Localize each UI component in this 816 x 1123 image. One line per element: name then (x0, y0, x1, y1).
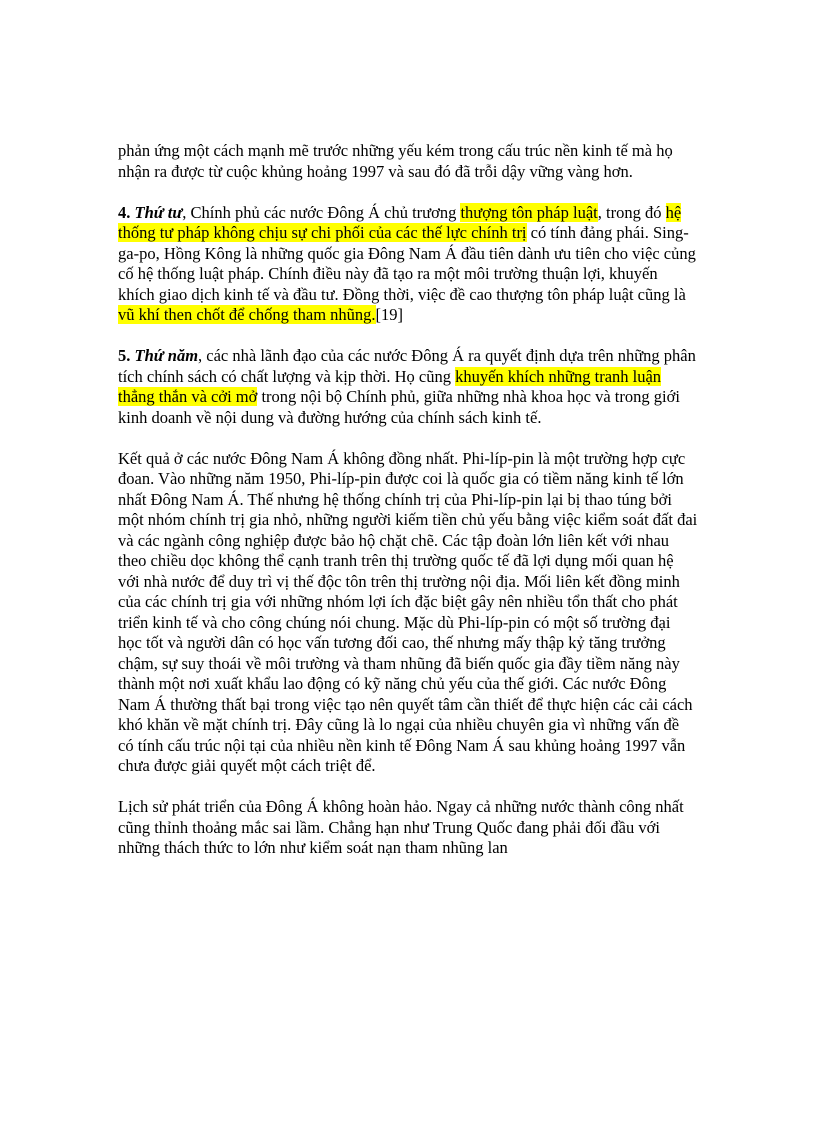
point-lead-word: Thứ năm (134, 346, 199, 365)
highlighted-text: thượng tôn pháp luật (460, 202, 598, 222)
point-number: 4. (118, 202, 131, 222)
paragraph-text: có tính đảng phái. Sing-ga-po, Hồng Kông là những quốc gia Đông Nam Á đầu tiên dành ưu tiên cho việc củng cố hệ thống luật pháp. Chính điều này đã tạo ra một môi trường thuận lợi, khuyến khích giao dịch kinh tế và đầu tư. Đồng thời, việc đề cao thượng tôn pháp luật cũng là (118, 223, 696, 304)
paragraph-text: , các nhà lãnh đạo của các nước Đông Á ra quyết định dựa trên những phân tích chính sách có chất lượng và kịp thời. Họ cũng (118, 346, 696, 386)
highlighted-text: hệ thống tư pháp không chịu sự chi phối của các thế lực chính trị (118, 202, 682, 242)
footnote-reference: [19] (375, 305, 404, 324)
paragraph-text: , trong đó (597, 202, 666, 222)
paragraph-point-4 (118, 203, 698, 326)
point-lead-word: Thứ tư (134, 202, 183, 222)
highlighted-text: khuyến khích những tranh luận thẳng thắn và cởi mở (118, 366, 662, 406)
paragraph-text: phản ứng một cách mạnh mẽ trước những yếu kém trong cấu trúc nền kinh tế mà họ nhận ra được từ cuộc khủng hoảng 1997 và sau đó đã trỗi dậy vững vàng hơn. (118, 141, 673, 181)
highlighted-text: vũ khí then chốt để chống tham nhũng. (118, 305, 376, 324)
paragraph-continuation (118, 141, 698, 182)
paragraph-text: Kết quả ở các nước Đông Nam Á không đồng nhất. Phi-líp-pin là một trường hợp cực đoan. Vào những năm 1950, Phi-líp-pin được coi là quốc gia có tiềm năng kinh tế lớn nhất Đông Nam Á. Thế nhưng hệ thống chính trị của Phi-líp-pin lại bị thao túng bởi một nhóm chính trị gia nhỏ, những người kiếm tiền chủ yếu bằng việc kiểm soát đất đai và các ngành công nghiệp được bảo hộ chặt chẽ. Các tập đoàn lớn liên kết với nhau theo chiều dọc không thể cạnh tranh trên thị trường quốc tế đã lợi dụng mối quan hệ với nhà nước để duy trì vị thế độc tôn trên thị trường nội địa. Mối liên kết đồng minh của các chính trị gia với những nhóm lợi ích đặc biệt gây nên nhiều tổn thất cho phát triển kinh tế và cho công chúng nói chung. Mặc dù Phi-líp-pin có một số trường đại học tốt và người dân có học vấn tương đối cao, thế nhưng mấy thập kỷ tăng trưởng chậm, sự suy thoái về môi trường và tham nhũng đã biến quốc gia đầy tiềm năng này thành một nơi xuất khẩu lao động có kỹ năng chủ yếu của thế giới. Các nước Đông Nam Á thường thất bại trong việc tạo nên quyết tâm cần thiết để thực hiện các cải cách khó khăn về mặt chính trị. Đây cũng là lo ngại của nhiều chuyên gia vì những vấn đề có tính cấu trúc nội tại của nhiều nền kinh tế Đông Nam Á sau khủng hoảng 1997 vẫn chưa được giải quyết một cách triệt để. (118, 448, 698, 775)
paragraph-point-5 (118, 346, 698, 428)
paragraph-text: , Chính phủ các nước Đông Á chủ trương (182, 202, 461, 222)
paragraph-text: trong nội bộ Chính phủ, giữa những nhà khoa học và trong giới kinh doanh về nội dung và đường hướng của chính sách kinh tế. (118, 387, 680, 427)
point-number: 5. (118, 346, 131, 365)
document-page (118, 141, 698, 859)
paragraph-history (118, 797, 698, 859)
paragraph-southeast-asia (118, 449, 698, 777)
paragraph-text: Lịch sử phát triển của Đông Á không hoàn hảo. Ngay cả những nước thành công nhất cũng thỉnh thoảng mắc sai lầm. Chẳng hạn như Trung Quốc đang phải đối đầu với những thách thức to lớn như kiểm soát nạn tham nhũng lan (118, 797, 684, 857)
